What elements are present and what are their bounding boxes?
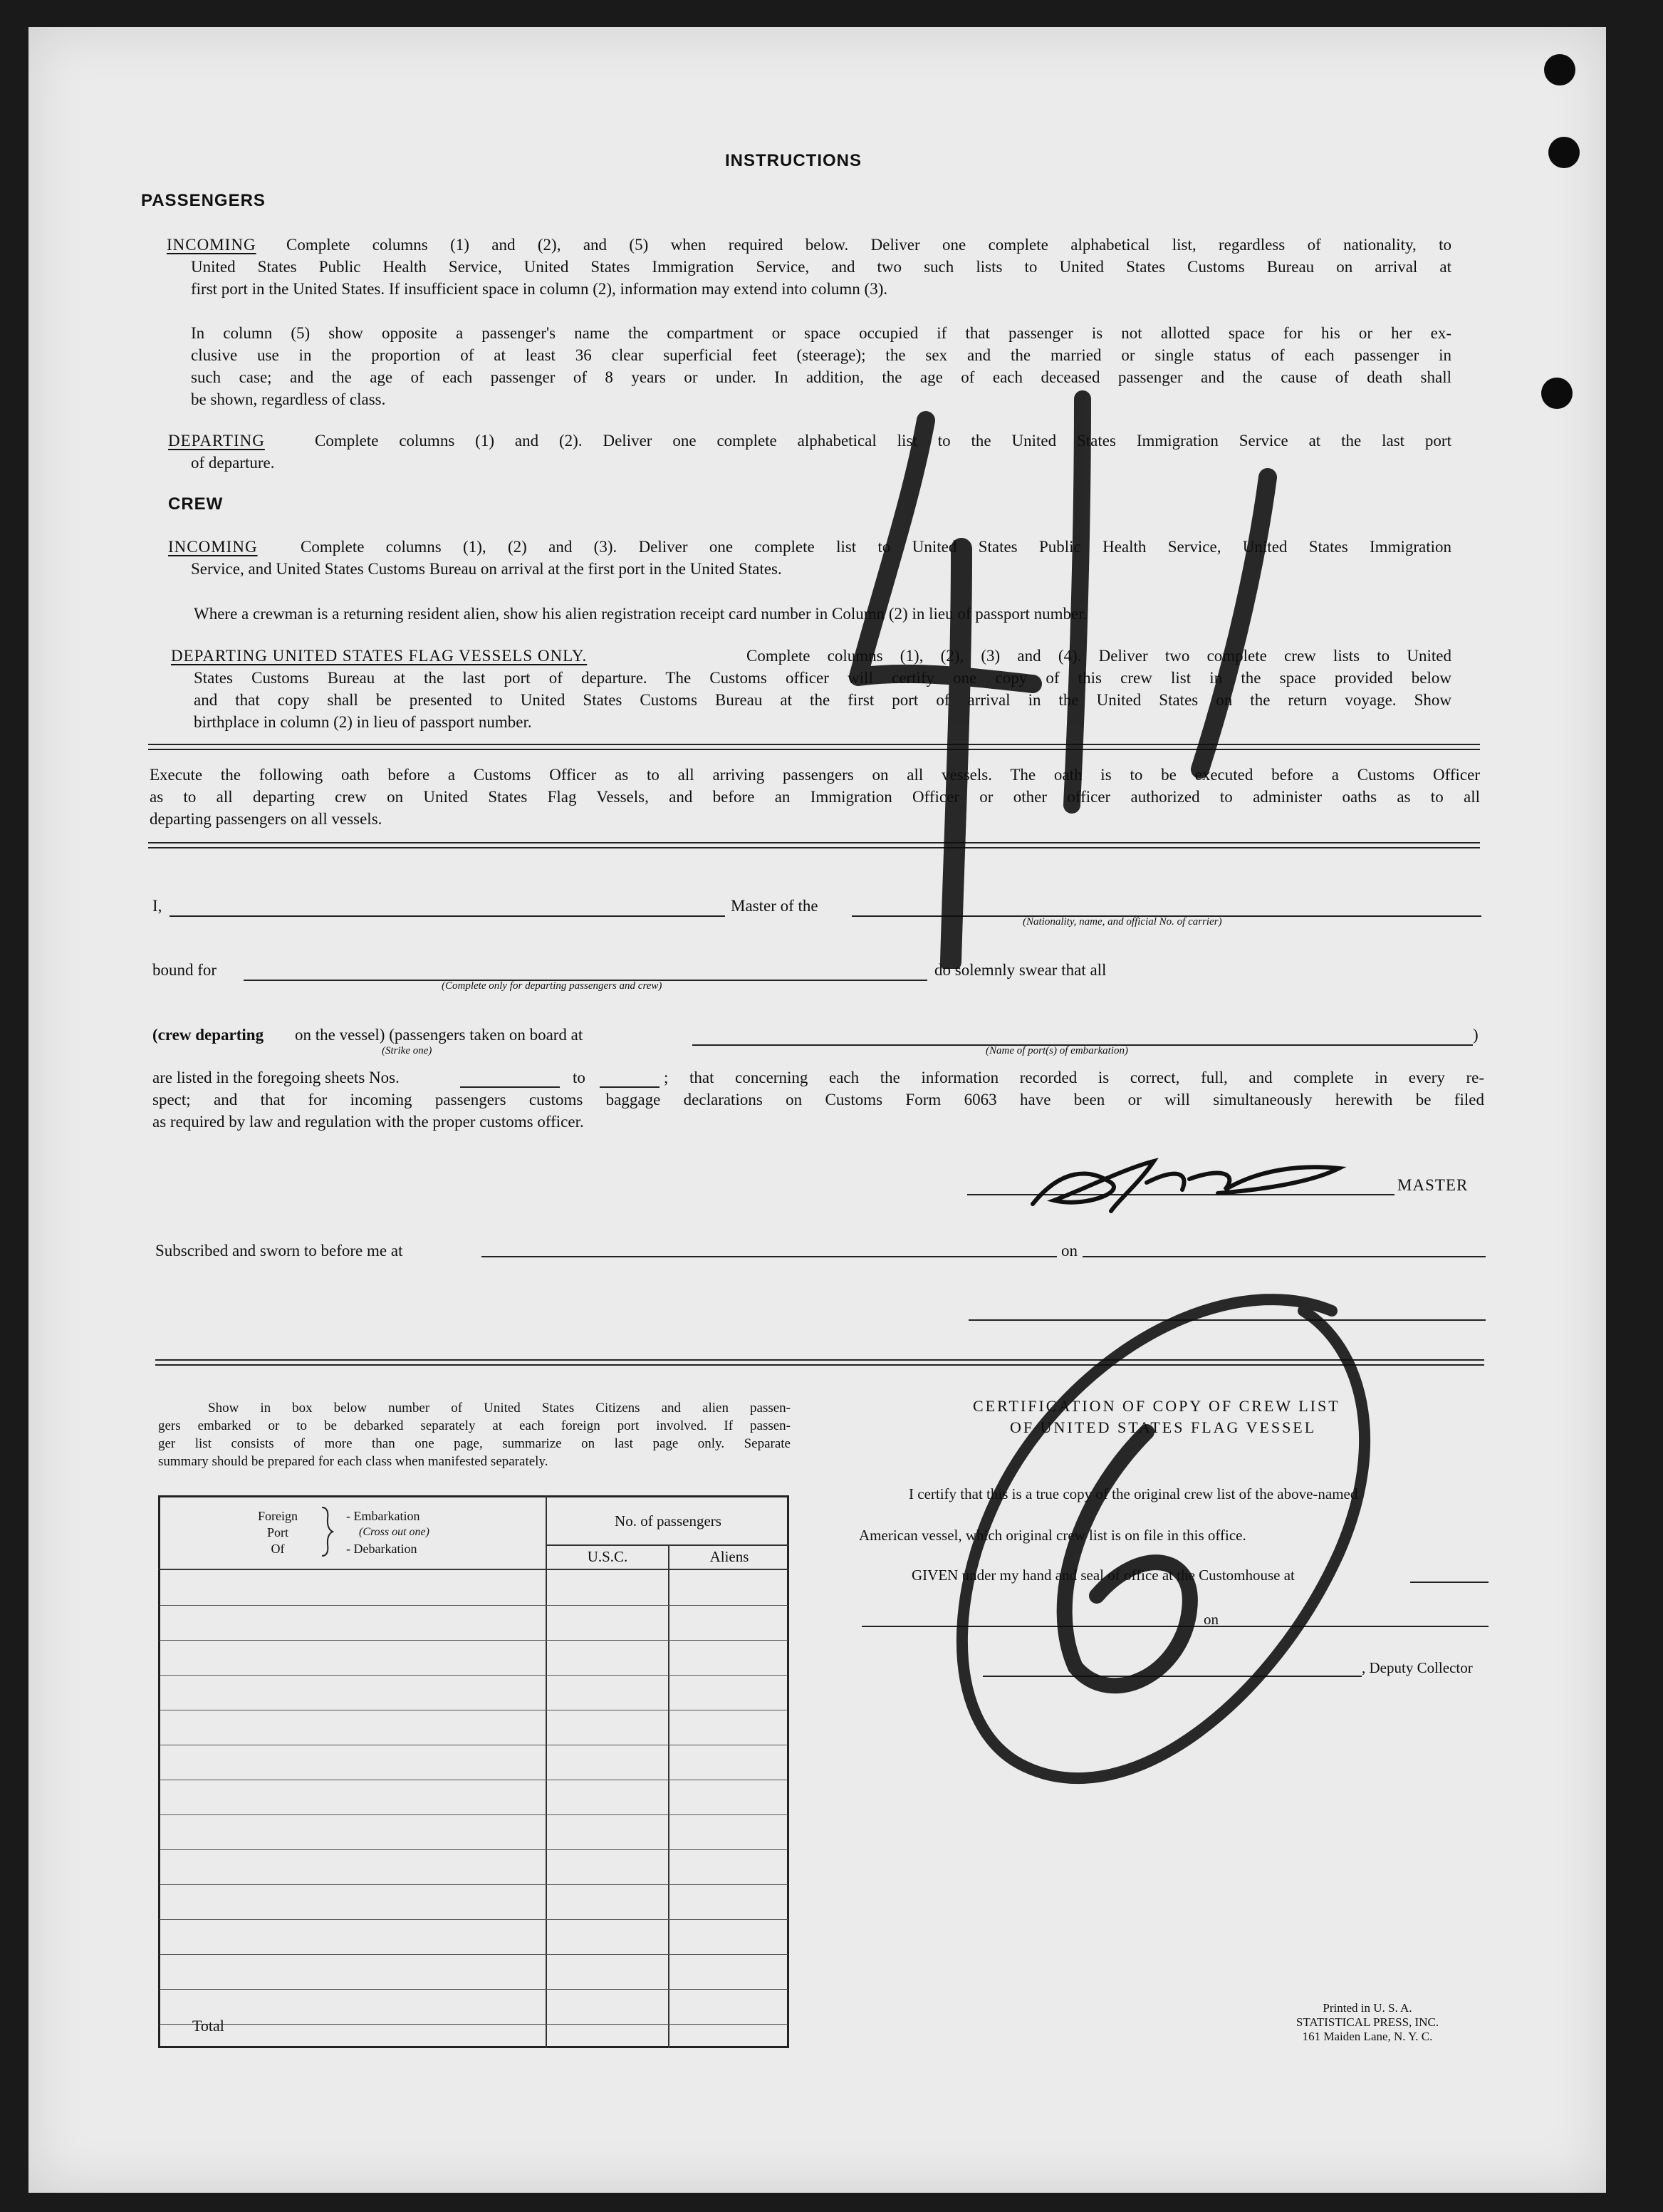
passengers-departing-label: DEPARTING: [168, 432, 265, 450]
subscribed-date-field[interactable]: [1083, 1256, 1486, 1257]
text-line: summary should be prepared for each class when manifested separately.: [158, 1454, 548, 1469]
summary-header-divider: [547, 1544, 789, 1546]
summary-total-usc[interactable]: [556, 2015, 662, 2037]
certification-title: CERTIFICATION OF COPY OF CREW LIST: [973, 1397, 1340, 1415]
table-row[interactable]: [160, 1954, 788, 1955]
passengers-option[interactable]: on the vessel) (passengers taken on board at: [295, 1026, 583, 1044]
strike-one-note: (Strike one): [382, 1045, 432, 1056]
text-line: birthplace in column (2) in lieu of passport number.: [194, 713, 532, 731]
text-line: United States Public Health Service, United States Immigration Service, and two such lists to United States Customs Bureau on arrival at: [191, 258, 1451, 276]
oath-i-label: I,: [152, 897, 162, 915]
subscribed-label: Subscribed and sworn to before me at: [155, 1242, 403, 1260]
printer-line-3: 161 Maiden Lane, N. Y. C.: [1302, 2030, 1433, 2043]
punch-hole-top: [1544, 54, 1575, 85]
brace-icon: [320, 1506, 335, 1557]
certification-line-3: GIVEN under my hand and seal of office at the Customhouse at: [912, 1567, 1295, 1584]
text-line: Complete columns (1) and (2), and (5) when required below. Deliver one complete alphabetical list, regardless of nationality, to: [286, 236, 1451, 254]
table-row[interactable]: [160, 1849, 788, 1850]
swear-text: do solemnly swear that all: [934, 961, 1107, 979]
customhouse-field[interactable]: [1410, 1582, 1489, 1583]
text-line: as required by law and regulation with the proper customs officer.: [152, 1113, 584, 1131]
crew-incoming-label: INCOMING: [168, 538, 258, 556]
table-row[interactable]: [160, 1675, 788, 1676]
table-row[interactable]: [160, 1605, 788, 1606]
table-row[interactable]: [160, 1814, 788, 1815]
text-line: such case; and the age of each passenger of 8 years or under. In addition, the age of each deceased passenger and the cause of death shall: [191, 368, 1451, 386]
text-line: Service, and United States Customs Bureau on arrival at the first port in the United States.: [191, 560, 782, 578]
certification-on-label: on: [1204, 1611, 1219, 1628]
close-paren: ): [1473, 1026, 1479, 1044]
sheet-from-field[interactable]: [460, 1086, 560, 1088]
text-line: Complete columns (1), (2) and (3). Deliver one complete list to United States Public Health Service, United States Immigration: [301, 538, 1451, 556]
oath-text: [152, 1089, 1484, 1133]
text-line: ; that concerning each the information recorded is correct, full, and complete in every re-: [664, 1069, 1484, 1086]
punch-hole-middle: [1541, 378, 1573, 409]
text-line: Execute the following oath before a Customs Officer as to all arriving passengers on all vessels. The oath is to be executed before a Customs Officer: [150, 766, 1480, 784]
passenger-summary-box: [158, 1495, 789, 2048]
passengers-incoming-label: INCOMING: [167, 236, 256, 254]
sheets-text-rest: [664, 1066, 1484, 1089]
text-line: clusive use in the proportion of at least 36 clear superficial feet (steerage); the sex and the married or single status of each passenger in: [191, 346, 1451, 364]
bound-for-label: bound for: [152, 961, 217, 979]
certification-line-1: I certify that this is a true copy of the original crew list of the above-named: [909, 1485, 1358, 1502]
text-line: as to all departing crew on United States Flag Vessels, and before an Immigration Officer or other officer authorized to administer oaths as to all: [150, 788, 1480, 806]
table-row[interactable]: [160, 1884, 788, 1885]
text-line: of departure.: [191, 454, 275, 472]
summary-port-label: Port: [266, 1525, 288, 1539]
crew-departing-label: DEPARTING UNITED STATES FLAG VESSELS ONLY.: [171, 647, 588, 665]
printer-line-2: STATISTICAL PRESS, INC.: [1296, 2015, 1439, 2029]
text-line: be shown, regardless of class.: [191, 390, 386, 408]
printer-line-1: Printed in U. S. A.: [1323, 2001, 1412, 2015]
text-line: Complete columns (1) and (2). Deliver one complete alphabetical list to the United States Immigration Service at the last port: [315, 432, 1451, 450]
master-signature: [1004, 1140, 1375, 1225]
subscribed-on-label: on: [1061, 1242, 1078, 1260]
sheets-label: are listed in the foregoing sheets Nos.: [152, 1069, 400, 1086]
table-row[interactable]: [160, 1989, 788, 1990]
passengers-heading: PASSENGERS: [141, 191, 266, 210]
summary-total-aliens[interactable]: [678, 2015, 785, 2037]
carrier-field-note: (Nationality, name, and official No. of carrier): [1023, 916, 1222, 928]
sheets-to-label: to: [573, 1069, 585, 1086]
summary-instructions: [158, 1399, 791, 1470]
text-line: gers embarked or to be debarked separately at each foreign port involved. If passen-: [158, 1418, 791, 1433]
summary-col-divider-2: [668, 1544, 669, 2048]
crew-departing-option[interactable]: (crew departing: [152, 1026, 264, 1044]
subscribed-place-field[interactable]: [481, 1256, 1057, 1257]
table-row[interactable]: [160, 1919, 788, 1920]
text-line: Complete columns (1), (2), (3) and (4). Deliver two complete crew lists to United: [746, 647, 1451, 665]
summary-total-label: Total: [192, 2017, 224, 2035]
passengers-incoming-text: [165, 234, 1451, 300]
instructions-title: INSTRUCTIONS: [725, 151, 862, 170]
crew-heading: CREW: [168, 494, 224, 514]
certification-subtitle: OF UNITED STATES FLAG VESSEL: [1010, 1418, 1317, 1436]
summary-passengers-header: No. of passengers: [615, 1512, 721, 1530]
circled-handwritten-number: [905, 1268, 1389, 1838]
bound-for-note: (Complete only for departing passengers and crew): [442, 980, 662, 992]
embarkation-ports-note: (Name of port(s) of embarkation): [986, 1045, 1128, 1056]
master-of-label: Master of the: [731, 897, 818, 915]
text-line: and that copy shall be presented to United States Customs Bureau at the first port of arrival in the United States on the return voyage. Show: [194, 691, 1451, 709]
text-line: In column (5) show opposite a passenger's name the compartment or space occupied if that passenger is not allotted space for his or her ex-: [191, 324, 1451, 342]
text-line: ger list consists of more than one page, summarize on last page only. Separate: [158, 1436, 791, 1451]
summary-usc-header: U.S.C.: [587, 1548, 628, 1565]
table-row[interactable]: [160, 1640, 788, 1641]
punch-hole-upper: [1548, 137, 1580, 168]
summary-embarkation-option[interactable]: - Embarkation: [346, 1509, 420, 1523]
text-line: Show in box below number of United States Citizens and alien passen-: [208, 1401, 791, 1416]
master-name-field[interactable]: [170, 915, 725, 917]
master-label: MASTER: [1397, 1176, 1469, 1194]
text-line: States Customs Bureau at the last port of departure. The Customs officer will certify one copy of this crew list in the space provided below: [194, 669, 1451, 687]
summary-debarkation-option[interactable]: - Debarkation: [346, 1542, 417, 1556]
summary-aliens-header: Aliens: [709, 1548, 749, 1565]
summary-header-bottom: [158, 1569, 789, 1570]
sheet-to-field[interactable]: [600, 1086, 660, 1088]
text-line: Where a crewman is a returning resident alien, show his alien registration receipt card number in Column (2) in lieu of passport number.: [194, 605, 1088, 623]
handwritten-sheet-number: [826, 370, 1367, 969]
certification-line-2: American vessel, which original crew list is on file in this office.: [859, 1527, 1246, 1544]
deputy-collector-label: , Deputy Collector: [1362, 1659, 1473, 1676]
summary-foreign-label: Foreign: [258, 1509, 298, 1523]
summary-cross-out-note: (Cross out one): [359, 1526, 429, 1538]
text-line: departing passengers on all vessels.: [150, 810, 382, 828]
text-line: spect; and that for incoming passengers customs baggage declarations on Customs Form 6063 have been or will simultaneously herewith be filed: [152, 1091, 1484, 1108]
summary-col-divider-1: [546, 1495, 547, 2048]
text-line: first port in the United States. If insufficient space in column (2), information may extend into column (3).: [191, 280, 888, 298]
summary-of-label: Of: [271, 1542, 285, 1556]
